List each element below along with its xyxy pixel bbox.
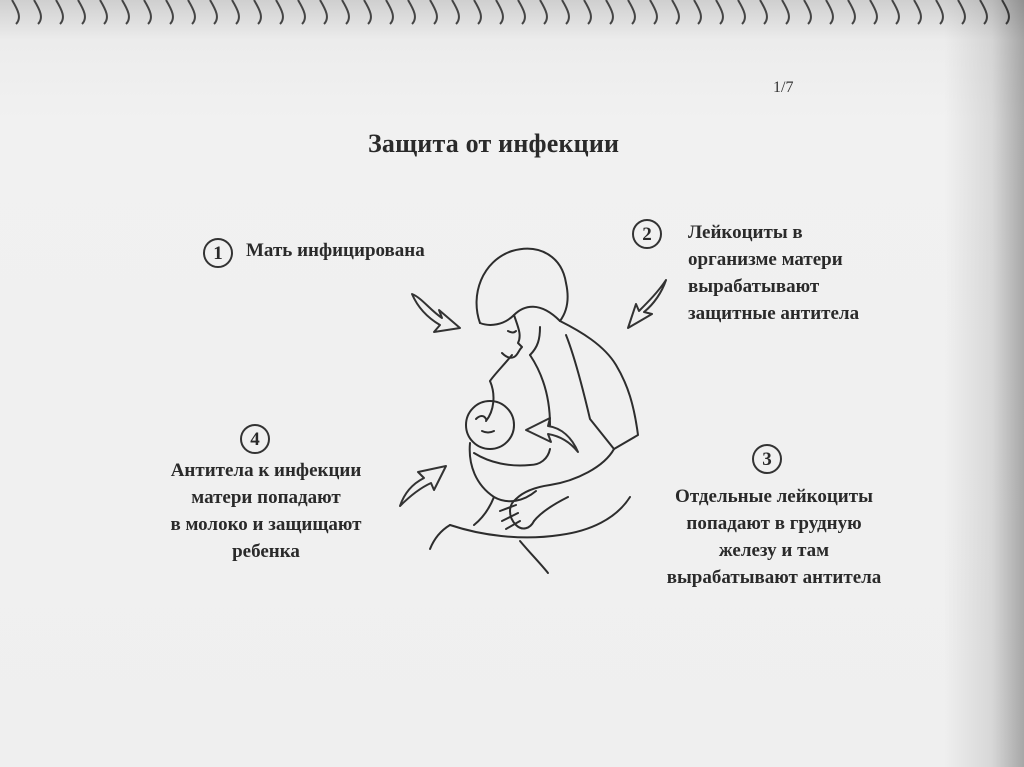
spiral-ring xyxy=(804,0,811,24)
step-4-line-3: в молоко и защищают xyxy=(170,514,362,535)
step-4-number: 4 xyxy=(240,424,270,454)
page-number: 1/7 xyxy=(773,79,794,96)
spiral-ring xyxy=(716,0,723,24)
spiral-ring xyxy=(452,0,459,24)
step-4-text xyxy=(150,457,382,565)
step-1-line-1: Мать инфицирована xyxy=(246,240,425,261)
step-3-line-2: попадают в грудную xyxy=(686,513,862,534)
spiral-ring xyxy=(782,0,789,24)
step-3-number: 3 xyxy=(752,444,782,474)
spiral-ring xyxy=(936,0,943,24)
spiral-ring xyxy=(474,0,481,24)
spiral-ring xyxy=(166,0,173,24)
step-3-text xyxy=(648,483,900,591)
spiral-binding xyxy=(0,0,1024,30)
spiral-ring xyxy=(12,0,19,24)
spiral-ring xyxy=(122,0,129,24)
spiral-ring xyxy=(496,0,503,24)
spiral-ring xyxy=(848,0,855,24)
step-2-line-4: защитные антитела xyxy=(688,303,860,324)
spiral-ring xyxy=(188,0,195,24)
step-2-line-1: Лейкоциты в xyxy=(688,222,803,243)
spiral-ring xyxy=(320,0,327,24)
spiral-ring xyxy=(606,0,613,24)
step-3-line-1: Отдельные лейкоциты xyxy=(675,486,873,507)
spiral-ring xyxy=(276,0,283,24)
spiral-ring xyxy=(694,0,701,24)
step-2-text xyxy=(688,219,859,327)
step-1-number: 1 xyxy=(203,238,233,268)
spiral-ring xyxy=(34,0,41,24)
spiral-ring xyxy=(56,0,63,24)
page-edge-shadow xyxy=(944,0,1024,767)
spiral-ring xyxy=(738,0,745,24)
spiral-ring xyxy=(210,0,217,24)
spiral-ring xyxy=(892,0,899,24)
spiral-ring xyxy=(914,0,921,24)
spiral-ring xyxy=(364,0,371,24)
spiral-ring xyxy=(584,0,591,24)
spiral-ring xyxy=(232,0,239,24)
spiral-ring xyxy=(518,0,525,24)
mother-breastfeeding-illustration xyxy=(390,235,650,575)
step-4-line-2: матери попадают xyxy=(191,487,341,508)
spiral-ring xyxy=(430,0,437,24)
step-2-number: 2 xyxy=(632,219,662,249)
spiral-ring xyxy=(342,0,349,24)
spiral-ring xyxy=(144,0,151,24)
step-2-line-2: организме матери xyxy=(688,249,843,270)
spiral-ring xyxy=(386,0,393,24)
spiral-ring xyxy=(298,0,305,24)
spiral-ring xyxy=(408,0,415,24)
step-2-line-3: вырабатывают xyxy=(688,276,820,297)
spiral-ring xyxy=(826,0,833,24)
step-4-line-1: Антитела к инфекции xyxy=(170,460,362,481)
spiral-ring xyxy=(100,0,107,24)
spiral-ring xyxy=(870,0,877,24)
step-4-line-4: ребенка xyxy=(232,541,300,562)
spiral-ring xyxy=(650,0,657,24)
spiral-ring xyxy=(540,0,547,24)
spiral-ring xyxy=(254,0,261,24)
step-3-line-3: железу и там xyxy=(718,540,830,561)
page-title: Защита от инфекции xyxy=(368,129,620,158)
spiral-ring xyxy=(672,0,679,24)
spiral-ring xyxy=(78,0,85,24)
step-3-line-4: вырабатывают антитела xyxy=(666,567,882,588)
spiral-ring xyxy=(760,0,767,24)
spiral-ring xyxy=(562,0,569,24)
spiral-ring xyxy=(628,0,635,24)
